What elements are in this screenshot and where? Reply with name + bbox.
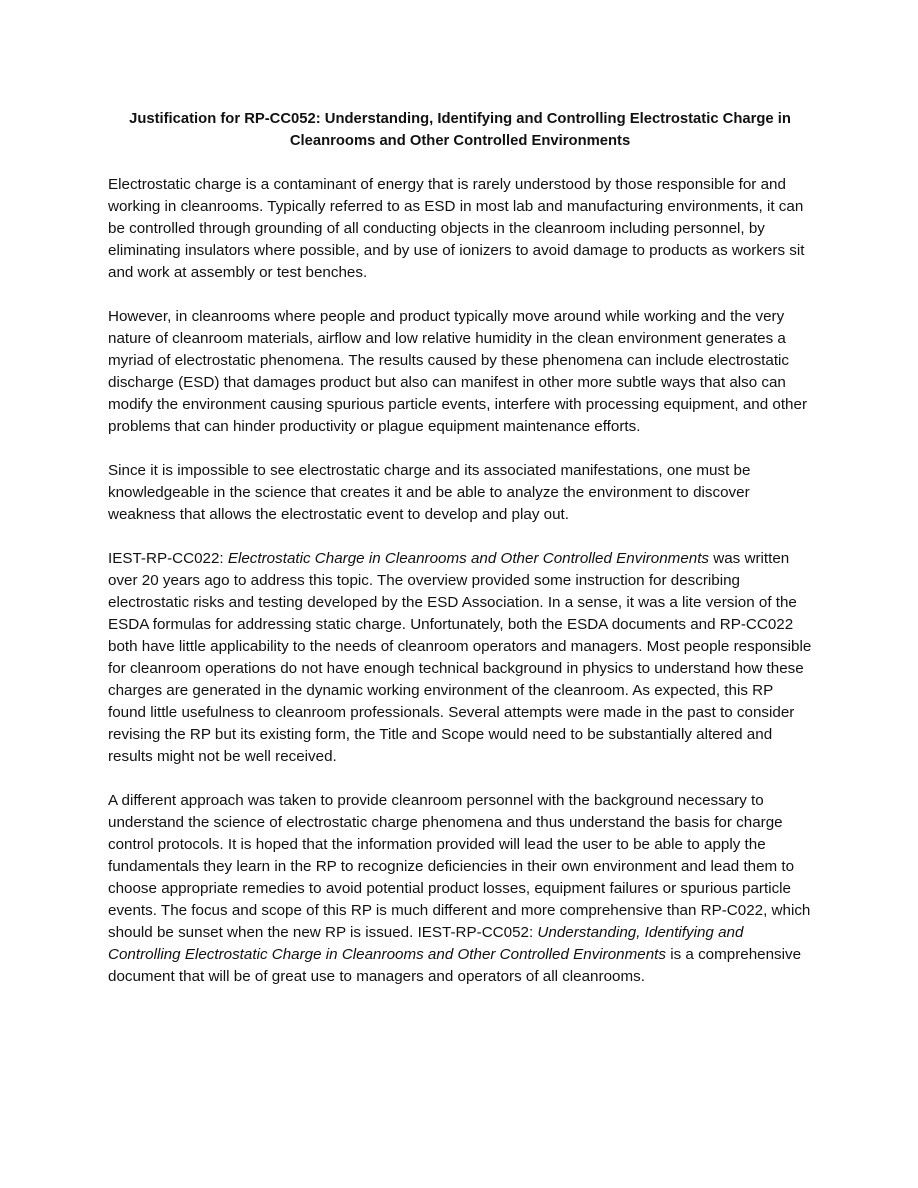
paragraph-1: Electrostatic charge is a contaminant of energy that is rarely understood by those responsible for and working in cleanrooms. Typically referred to as ESD in most lab and manufacturing environments, it can be controlled through grounding of all conducting objects in the cleanroom including personnel, by eliminating insulators where possible, and by use of ionizers to avoid damage to products as workers sit and work at assembly or test benches. bbox=[108, 176, 805, 281]
paragraph-5-suffix: is a comprehensive document that will be of great use to managers and operators of all cleanrooms. bbox=[108, 946, 802, 985]
paragraph-4-italic-title: Electrostatic Charge in Cleanrooms and Other Controlled Environments bbox=[227, 550, 710, 567]
paragraph-5-italic-title: Understanding, Identifying and Controlling Electrostatic Charge in Cleanrooms and Other Controlled Environments bbox=[108, 924, 744, 963]
document-body bbox=[108, 108, 812, 988]
paragraph-4-suffix: was written over 20 years ago to address this topic. The overview provided some instruction for describing electrostatic risks and testing developed by the ESD Association. In a sense, it was a lite version of the ESDA formulas for addressing static charge. Unfortunately, both the ESDA documents and RP-CC022 both have little applicability to the needs of cleanroom operators and managers. Most people responsible for cleanroom operations do not have enough technical background in physics to understand how these charges are generated in the dynamic working environment of the cleanroom. As expected, this RP found little usefulness to cleanroom professionals. Several attempts were made in the past to consider revising the RP but its existing form, the Title and Scope would need to be substantially altered and results might not be well received. bbox=[108, 550, 812, 765]
paragraph-5 bbox=[108, 790, 812, 988]
paragraph-3: Since it is impossible to see electrostatic charge and its associated manifestations, one must be knowledgeable in the science that creates it and be able to analyze the environment to discover weakness that allows the electrostatic event to develop and play out. bbox=[108, 462, 751, 523]
paragraph-5-prefix: A different approach was taken to provide cleanroom personnel with the background necessary to understand the science of electrostatic charge phenomena and thus understand the basis for charge control protocols. It is hoped that the information provided will lead the user to be able to apply the fundamentals they learn in the RP to recognize deficiencies in their own environment and lead them to choose appropriate remedies to avoid potential product losses, equipment failures or spurious particle events. The focus and scope of this RP is much different and more comprehensive than RP-C022, which should be sunset when the new RP is issued. IEST-RP-CC052: bbox=[108, 792, 811, 941]
paragraph-4 bbox=[108, 548, 812, 768]
paragraph-4-prefix: IEST-RP-CC022: bbox=[108, 550, 228, 567]
document-title: Justification for RP-CC052: Understanding, Identifying and Controlling Electrostatic Charge in Cleanrooms and Other Controlled Environments bbox=[129, 111, 791, 149]
paragraph-2: However, in cleanrooms where people and product typically move around while working and the very nature of cleanroom materials, airflow and low relative humidity in the clean environment generates a myriad of electrostatic phenomena. The results caused by these phenomena can include electrostatic discharge (ESD) that damages product but also can manifest in other more subtle ways that also can modify the environment causing spurious particle events, interfere with processing equipment, and other problems that can hinder productivity or plague equipment maintenance efforts. bbox=[108, 308, 808, 435]
